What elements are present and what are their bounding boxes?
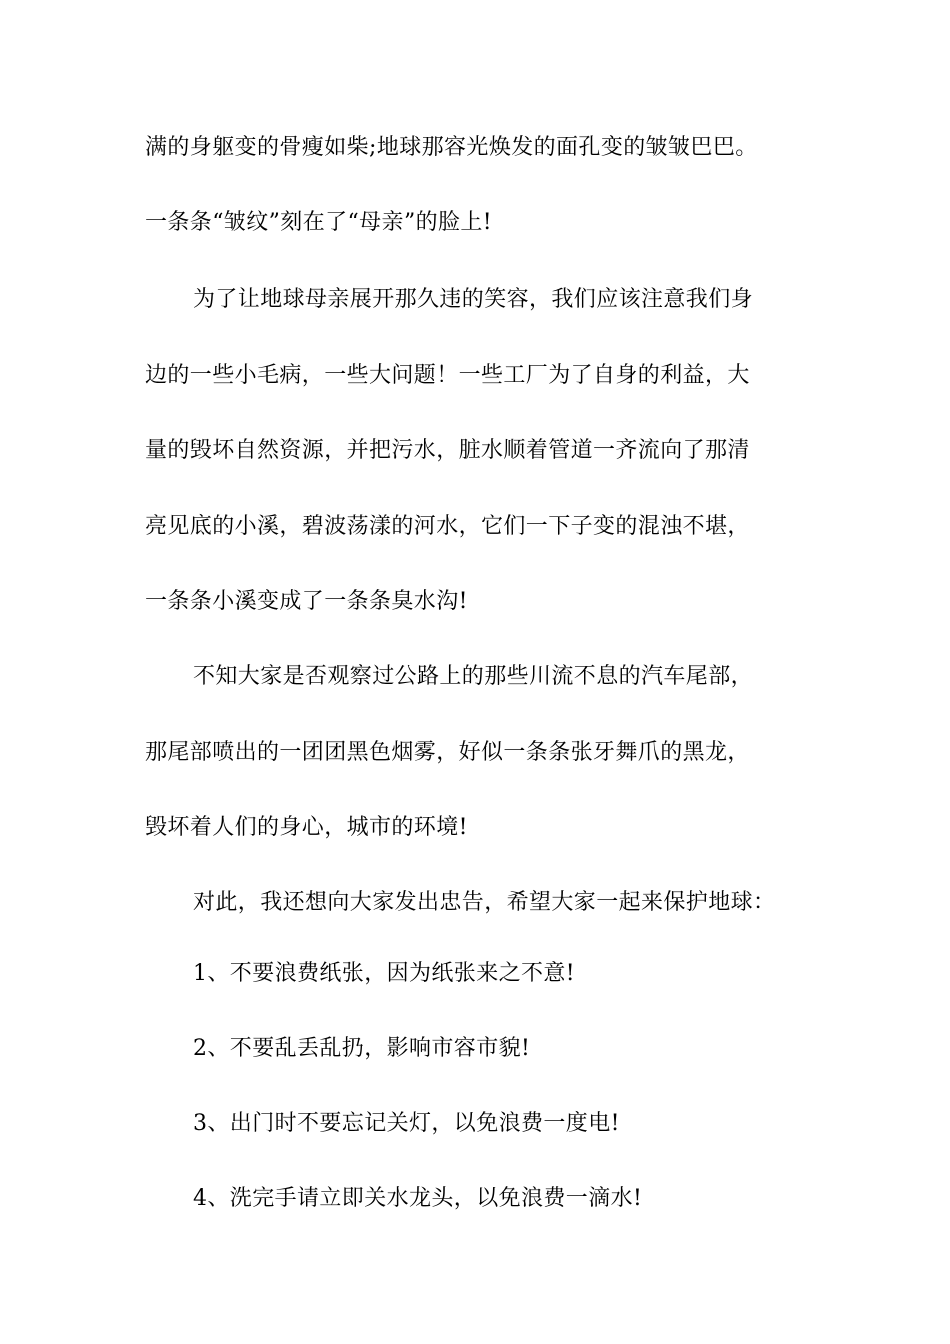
- text-line-2: 一条条“皱纹”刻在了“母亲”的脸上!: [145, 210, 493, 235]
- paragraph-1-start: 为了让地球母亲展开那久违的笑容，我们应该注意我们身: [193, 287, 754, 312]
- text-line-1: 满的身躯变的骨瘦如柴;地球那容光焕发的面孔变的皱皱巴巴。: [145, 135, 758, 160]
- text-line-7: 一条条小溪变成了一条条臭水沟!: [145, 589, 468, 614]
- paragraph-2-start: 不知大家是否观察过公路上的那些川流不息的汽车尾部，: [193, 664, 754, 689]
- list-item-2: 2、不要乱丢乱扔，影响市容市貌!: [193, 1036, 531, 1061]
- paragraph-3-start: 对此，我还想向大家发出忠告，希望大家一起来保护地球：: [193, 890, 776, 915]
- text-line-6: 亮见底的小溪，碧波荡漾的河水，它们一下子变的混浊不堪，: [145, 514, 750, 539]
- text-line-9: 那尾部喷出的一团团黑色烟雾，好似一条条张牙舞爪的黑龙，: [145, 740, 750, 765]
- text-line-10: 毁坏着人们的身心，城市的环境!: [145, 815, 468, 840]
- list-item-4: 4、洗完手请立即关水龙头，以免浪费一滴水!: [193, 1186, 643, 1211]
- text-line-4: 边的一些小毛病，一些大问题！一些工厂为了自身的利益，大: [145, 363, 750, 388]
- text-line-5: 量的毁坏自然资源，并把污水，脏水顺着管道一齐流向了那清: [145, 438, 750, 463]
- list-item-1: 1、不要浪费纸张，因为纸张来之不意!: [193, 961, 576, 986]
- list-item-3: 3、出门时不要忘记关灯，以免浪费一度电!: [193, 1111, 620, 1136]
